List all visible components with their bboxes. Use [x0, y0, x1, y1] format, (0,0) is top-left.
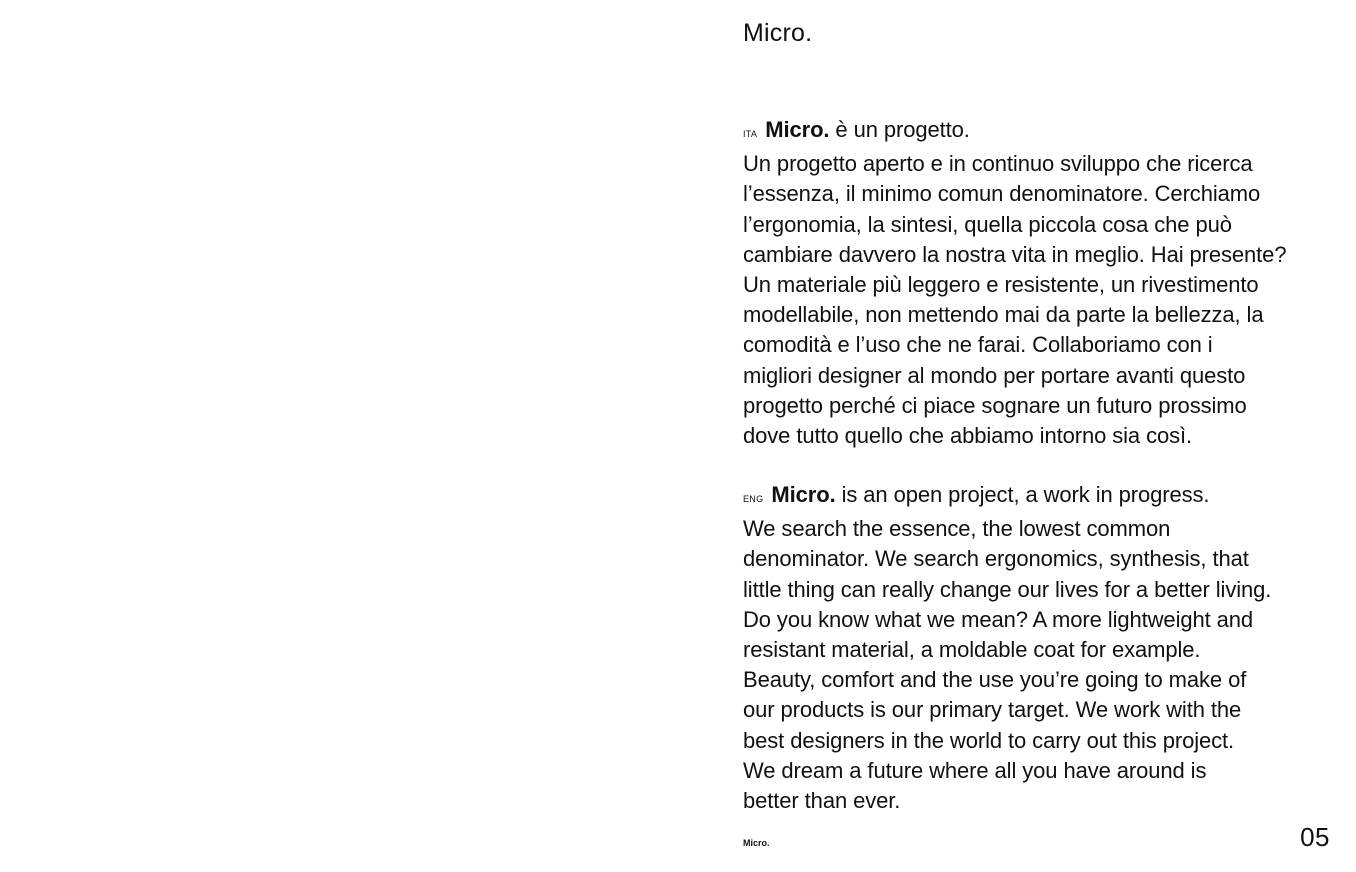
english-body-line: resistant material, a moldable coat for example.	[743, 637, 1201, 663]
italian-lead-text: è un progetto.	[835, 117, 970, 142]
lang-tag-eng: ENG	[743, 494, 764, 504]
english-body-line: denominator. We search ergonomics, synthesis, that	[743, 546, 1249, 572]
italian-body-line: cambiare davvero la nostra vita in meglio. Hai presente?	[743, 241, 1287, 267]
italian-body-line: migliori designer al mondo per portare avanti questo	[743, 362, 1246, 388]
italian-body-line: modellabile, non mettendo mai da parte la bellezza, la	[743, 302, 1264, 328]
italian-body-line: comodità e l’uso che ne farai. Collaboriamo con i	[743, 332, 1213, 358]
brand-name-ita: Micro.	[765, 117, 830, 142]
page-title: Micro.	[743, 19, 813, 47]
italian-body-line: l’ergonomia, la sintesi, quella piccola cosa che può	[743, 211, 1232, 237]
english-body-line: We search the essence, the lowest common	[743, 516, 1171, 542]
english-section	[743, 480, 1343, 816]
italian-body-line: Un progetto aperto e in continuo sviluppo che ricerca	[743, 151, 1253, 177]
italian-body-line: Un materiale più leggero e resistente, un rivestimento	[743, 272, 1259, 298]
italian-lead-line	[743, 115, 1343, 149]
english-body-line: our products is our primary target. We work with the	[743, 697, 1242, 723]
page-number: 05	[1300, 822, 1330, 852]
english-body-line: We dream a future where all you have around is	[743, 757, 1207, 783]
italian-section	[743, 115, 1343, 451]
english-lead-text: is an open project, a work in progress.	[841, 482, 1210, 507]
english-body-line: Do you know what we mean? A more lightweight and	[743, 606, 1254, 632]
english-body-line: little thing can really change our lives for a better living.	[743, 576, 1272, 602]
brand-name-eng: Micro.	[771, 482, 836, 507]
italian-body-line: dove tutto quello che abbiamo intorno sia così.	[743, 423, 1193, 449]
lang-tag-ita: ITA	[743, 129, 758, 139]
english-body-line: better than ever.	[743, 788, 901, 814]
italian-body-line: l’essenza, il minimo comun denominatore. Cerchiamo	[743, 181, 1261, 207]
right-page	[678, 0, 1356, 872]
italian-body-line: progetto perché ci piace sognare un futuro prossimo	[743, 392, 1247, 418]
footer-brand: Micro.	[743, 838, 770, 848]
english-lead-line	[743, 480, 1343, 514]
english-body-line: best designers in the world to carry out this project.	[743, 727, 1235, 753]
english-body-line: Beauty, comfort and the use you’re going to make of	[743, 667, 1247, 693]
